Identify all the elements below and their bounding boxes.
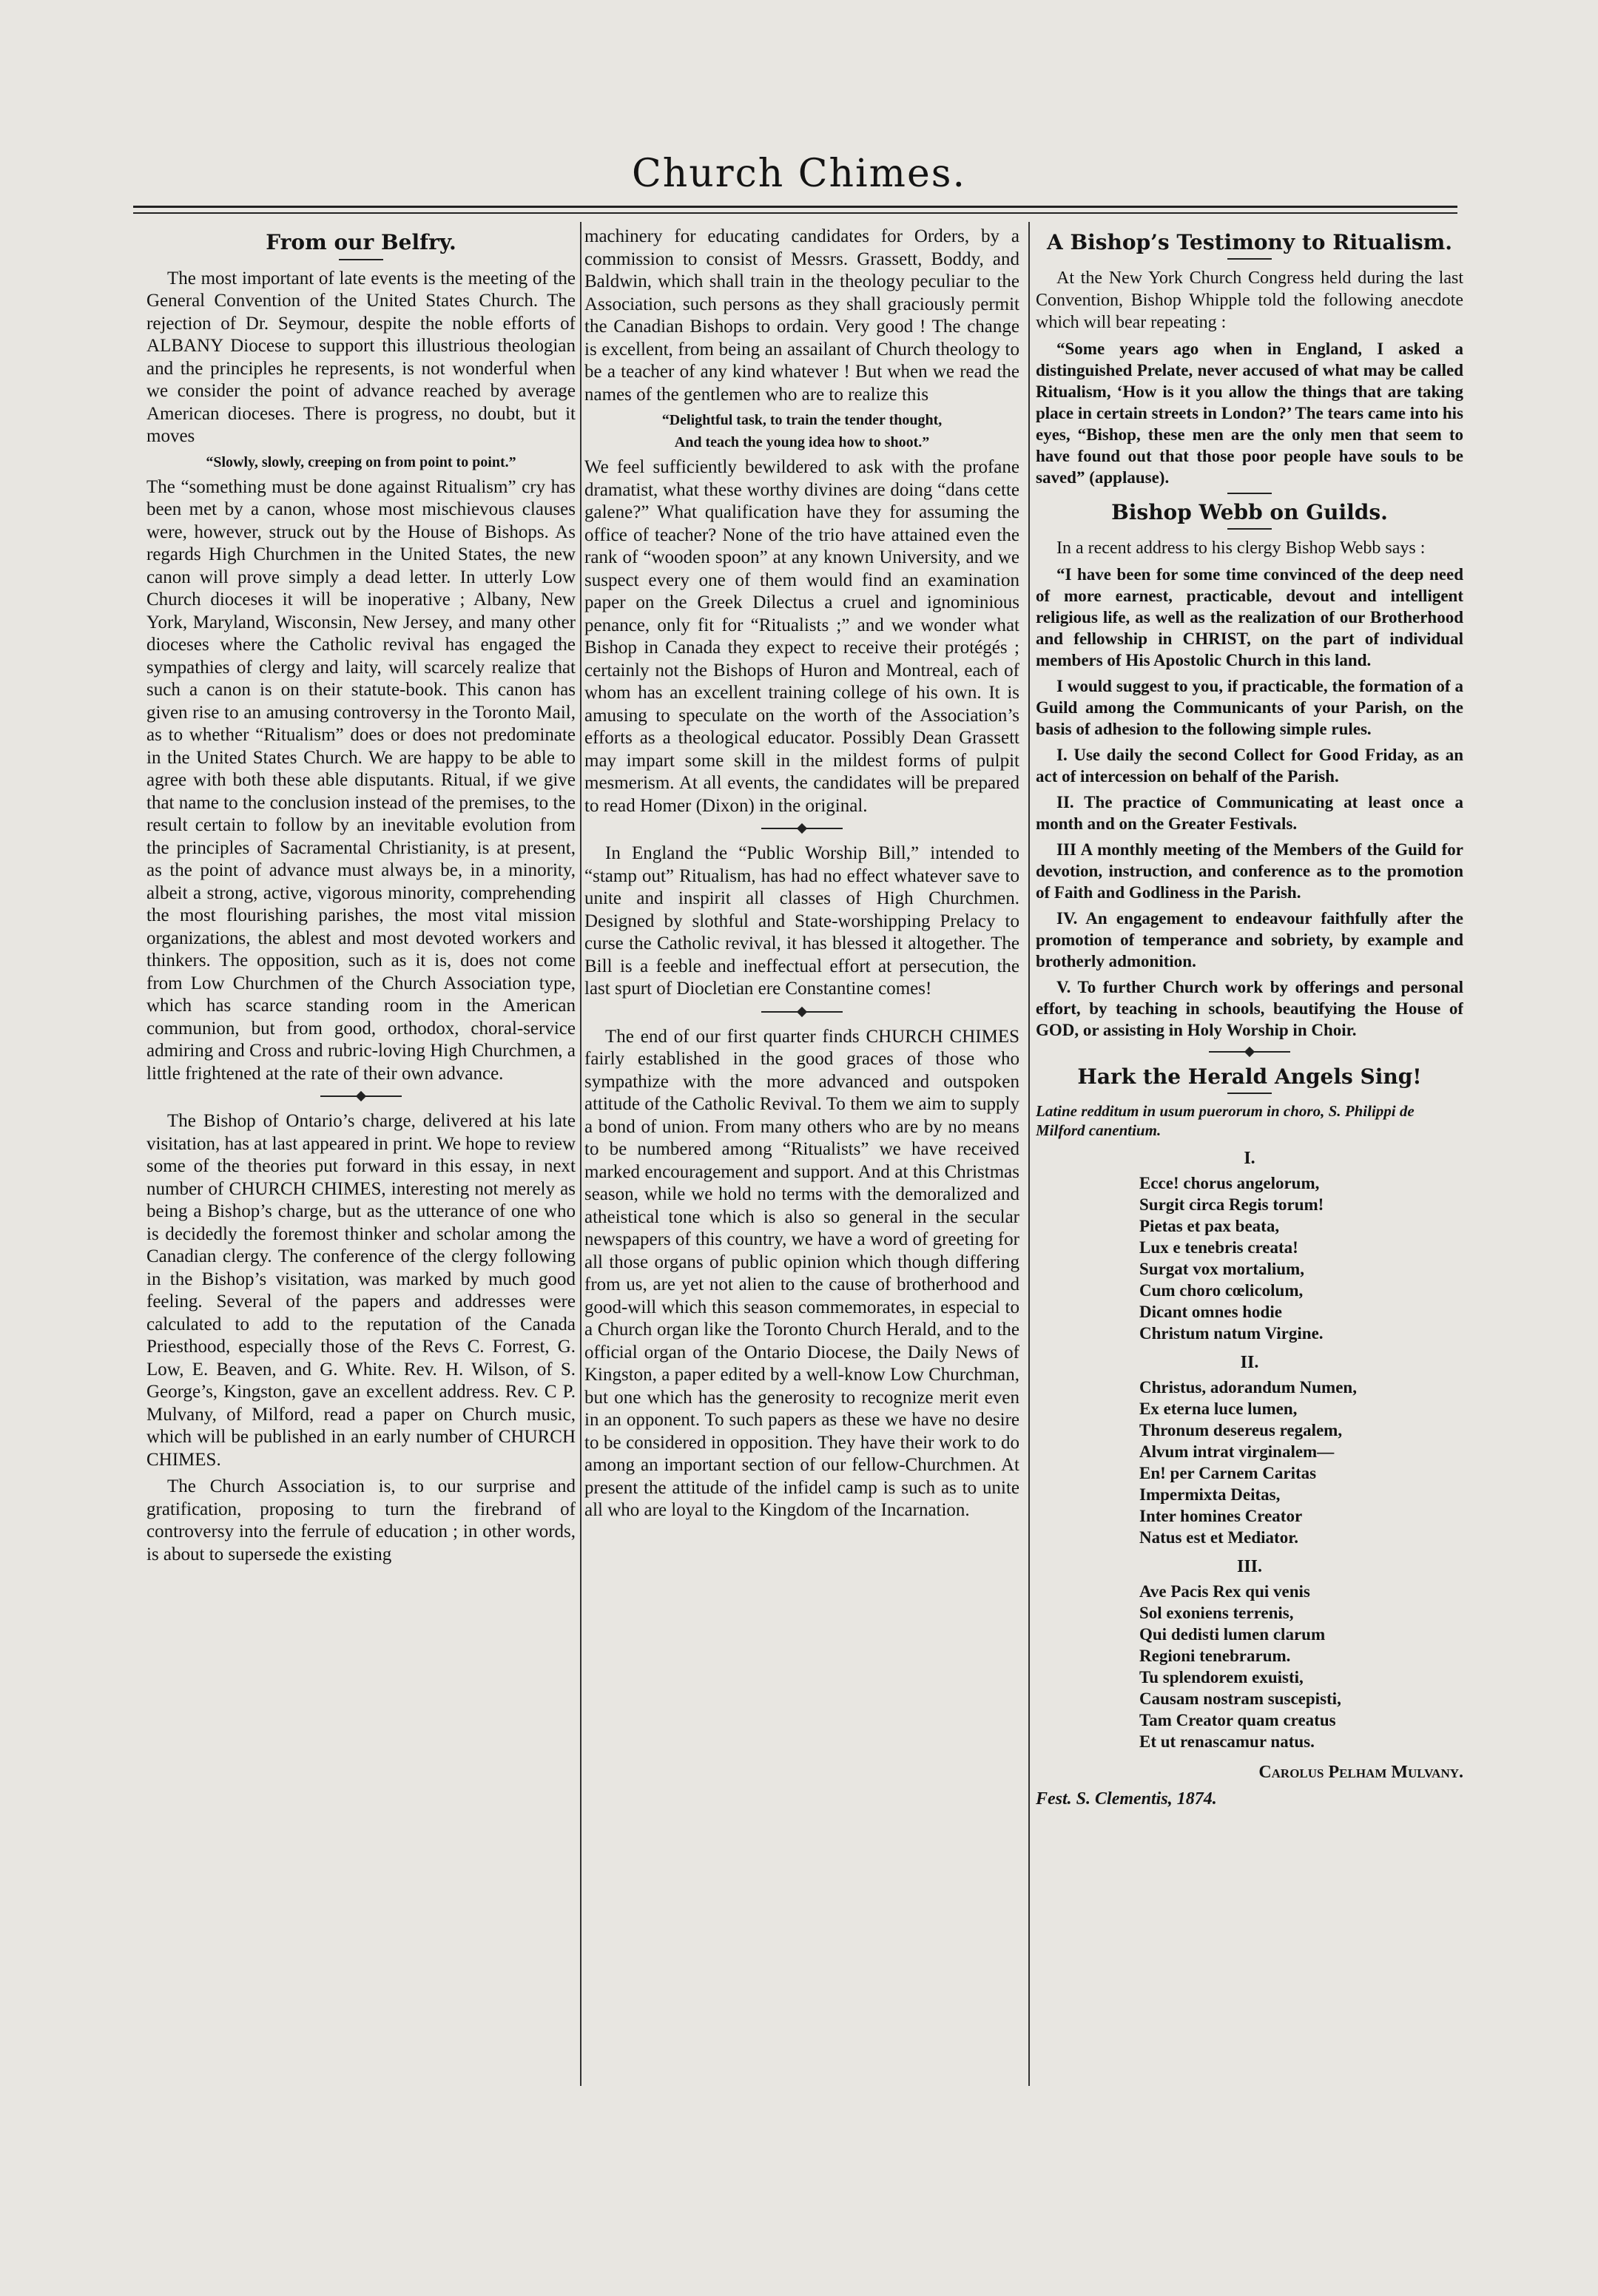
section-ornament <box>1209 1048 1290 1056</box>
paragraph: The most important of late events is the meeting of the General Convention of the United States Church. The rejection of Dr. Seymour, despite the noble efforts of ALBANY Diocese to support this illustrious theologian and the principles he represents, is not wonderful when we consider the point of advance reached by average American dioceses. There is progress, no doubt, but it moves <box>146 268 576 446</box>
verse-number: III. <box>1236 1557 1263 1576</box>
quotation: “Slowly, slowly, creeping on from point to point.” <box>206 453 516 470</box>
column-3 <box>1036 226 1463 2252</box>
paragraph: machinery for educating candidates for Orders, by a commission to consist of Messrs. Grassett, Boddy, and Baldwin, which shall train in the theology peculiar to the Association, such persons as they shall graciously permit the Canadian Bishops to ordain. Very good ! The change is excellent, from being an assailant of Church theology to be a teacher of any kind whatever ! But when we read the names of the gentlemen who are to realize this <box>584 226 1019 405</box>
poem-subtitle: Latine redditum in usum puerorum in choro, S. Philippi de Milford canentium. <box>1036 1102 1415 1139</box>
title-rule <box>339 259 383 260</box>
column-2 <box>584 226 1019 2252</box>
title-rule <box>1227 528 1272 530</box>
article-title: A Bishop’s Testimony to Ritualism. <box>1047 230 1452 254</box>
paragraph: At the New York Church Congress held during the last Convention, Bishop Whipple told the following anecdote which will bear repeating : <box>1036 269 1463 332</box>
article-title: Bishop Webb on Guilds. <box>1111 500 1388 524</box>
section-ornament <box>320 1093 402 1100</box>
paragraph: The “something must be done against Ritualism” cry has been met by a canon, whose most mischievous clauses were, however, struck out by the House of Bishops. As regards High Churchmen in the United States, the new canon will prove simply a dead letter. In utterly Low Church dioceses it will be inoperative ; Albany, New York, Maryland, Wisconsin, New Jersey, and many other dioceses where the Catholic revival has engaged the sympathies of clergy and laity, will scarcely realize that such a canon is on their statute-book. This canon has given rise to an amusing controversy in the Toronto Mail, as to whether “Ritualism” does or does not predominate in the United States Church. We are happy to be able to agree with both these able disputants. Ritual, if we give that name to the conclusion instead of the premises, to the result certain to follow by an inevitable evolution from the principles of Sacramental Christianity, is at present, as the point of advance must always be, in a minority, albeit a strong, active, vigorous minority, comprehending the most flourishing parishes, the most vital mission organizations, the ablest and most devoted workers and thinkers. The opposition, such as it is, does not come from Low Churchmen of the Church Association type, which has scarce standing room in the American communion, but from good, orthodox, choral-service admiring and Cross and rubric-loving High Churchmen, a little frightened at the rate of their own advance. <box>146 476 576 1084</box>
article-title: From our Belfry. <box>266 230 456 254</box>
paragraph: We feel sufficiently bewildered to ask with the profane dramatist, what these worthy divines are doing “dans cette galene?” What qualification have they for assuming the office of teacher? None of the trio have attained even the rank of “wooden spoon” at any known University, and we suspect every one of them would find an examination paper on the Greek Dilectus a cruel and ignominious penance, only fit for “Ritualists ;” and we wonder what Bishop in Canada they expect to receive their protégés ; certainly not the Bishops of Huron and Montreal, each of whom has an excellent training college of his own. It is amusing to speculate on the worth of the Association’s efforts as a theological educator. Possibly Dean Grassett may impart some skill in the mildest forms of pulpit mesmerism. At all events, the candidates will be prepared to read Homer (Dixon) in the original. <box>584 457 1019 816</box>
paragraph: In England the “Public Worship Bill,” intended to “stamp out” Ritualism, has had no effect whatever save to unite and inspirit all classes of High Churchmen. Designed by slothful and State-worshipping Prelacy to curse the Catholic revival, it has blessed it altogether. The Bill is a feeble and ineffectual effort at persecution, the last spurt of Diocletian ere Constantine comes! <box>584 843 1019 999</box>
quoted-paragraph: I would suggest to you, if practicable, the formation of a Guild among the Communicants of your Parish, on the basis of adhesion to the following simple rules. <box>1036 677 1463 738</box>
verse-number: II. <box>1240 1353 1259 1372</box>
paragraph: In a recent address to his clergy Bishop Webb says : <box>1056 538 1426 558</box>
verse: Ecce! chorus angelorum, Surgit circa Regis torum! Pietas et pax beata, Lux e tenebris creata! Surgat vox mortalium, Cum choro cœlicolum, Dicant omnes hodie Christum natum Virgine. <box>1139 1174 1324 1343</box>
column-divider <box>580 222 581 2086</box>
guild-rule: III A monthly meeting of the Members of the Guild for devotion, instruction, and conference as to the promotion of Faith and Godliness in the Parish. <box>1036 840 1463 902</box>
quoted-paragraph: “Some years ago when in England, I asked a distinguished Prelate, never accused of what may be called Ritualism, ‘How is it you allow the things that are taking place in certain streets in London?’ The tears came into his eyes, “Bishop, these men are the only men that seem to have found out that those poor people have souls to be saved” (applause). <box>1036 340 1463 487</box>
section-ornament <box>761 825 843 832</box>
guild-rule: V. To further Church work by offerings and personal effort, by teaching in schools, beautifying the House of GOD, or assisting in Holy Worship in Choir. <box>1036 978 1463 1039</box>
verse: Christus, adorandum Numen, Ex eterna luce lumen, Thronum desereus regalem, Alvum intrat virginalem— En! per Carnem Caritas Impermixta Deitas, Inter homines Creator Natus est et Mediator. <box>1139 1378 1357 1547</box>
guild-rule: I. Use daily the second Collect for Good Friday, as an act of intercession on behalf of the Parish. <box>1036 746 1463 786</box>
guild-rule: IV. An engagement to endeavour faithfully after the promotion of temperance and sobriety, by example and brotherly admonition. <box>1036 909 1463 970</box>
title-rule <box>1227 1093 1272 1094</box>
poem-date: Fest. S. Clementis, 1874. <box>1036 1789 1217 1809</box>
paragraph: The Church Association is, to our surprise and gratification, proposing to turn the firebrand of controversy into the ferrule of education ; in other words, is about to supersede the existing <box>146 1476 576 1564</box>
title-rule <box>1227 258 1272 260</box>
quotation-line: “Delightful task, to train the tender thought, <box>661 412 943 428</box>
column-divider <box>1028 222 1030 2086</box>
paragraph: The end of our first quarter finds CHURCH CHIMES fairly established in the good graces of those who sympathize with the more advanced and outspoken attitude of the Catholic Revival. To them we aim to supply a bond of union. From many others who are by no means to be numbered among “Ritualists” we have received marked encouragement and support. And at this Christmas season, while we hold no terms with the demoralized and atheistical tone which is also so general in the secular newspapers of this country, we have a word of greeting for all those organs of public opinion which though differing from us, are yet not alien to the cause of brotherhood and good-will which this season commemorates, in especial to a Church organ like the Toronto Church Herald, and to the official organ of the Ontario Diocese, the Daily News of Kingston, a paper edited by a well-know Low Churchman, but one which has the generosity to recognize merit even in an opponent. To such papers as these we have no desire to be considered in opposition. They have their work to do among an important section of our fellow-Churchmen. At present the attitude of the infidel camp is such as to unite all who are loyal to the Kingdom of the Incarnation. <box>584 1026 1019 1520</box>
quotation-line: And teach the young idea how to shoot.” <box>674 434 930 450</box>
article-title: Hark the Herald Angels Sing! <box>1077 1064 1422 1089</box>
title-rule <box>1227 493 1272 494</box>
guild-rule: II. The practice of Communicating at least once a month and on the Greater Festivals. <box>1036 793 1463 833</box>
section-ornament <box>761 1008 843 1016</box>
masthead-title: Church Chimes. <box>632 152 966 196</box>
verse-number: I. <box>1244 1149 1255 1168</box>
paragraph: The Bishop of Ontario’s charge, delivered at his late visitation, has at last appeared in print. We hope to review some of the theories put forward in this essay, in next number of CHURCH CHIMES, interesting not merely as being a Bishop’s charge, but as the utterance of one who is decidedly the foremost thinker and scholar among the Canadian clergy. The conference of the clergy following in the Bishop’s visitation, was marked by much good feeling. Several of the papers and addresses were calculated to add to the reputation of the Canada Priesthood, especially those of the Revs C. Forrest, G. Low, E. Beaven, and G. White. Rev. H. Wilson, of S. George’s, Kingston, gave an excellent address. Rev. C P. Mulvany, of Milford, read a paper on Church music, which will be published in an early number of CHURCH CHIMES. <box>146 1111 576 1470</box>
quoted-paragraph: “I have been for some time convinced of the deep need of more earnest, practicable, devout and intelligent religious life, as well as the realization of our Brotherhood and fellowship in CHRIST, on the part of individual members of His Apostolic Church in this land. <box>1036 565 1463 669</box>
masthead-rule <box>133 206 1457 214</box>
verse: Ave Pacis Rex qui venis Sol exoniens terrenis, Qui dedisti lumen clarum Regioni tenebrarum. Tu splendorem exuisti, Causam nostram suscepisti, Tam Creator quam creatus Et ut renascamur natus. <box>1139 1582 1341 1751</box>
column-1 <box>146 226 576 2252</box>
poem-signature: Carolus Pelham Mulvany. <box>1258 1763 1463 1782</box>
